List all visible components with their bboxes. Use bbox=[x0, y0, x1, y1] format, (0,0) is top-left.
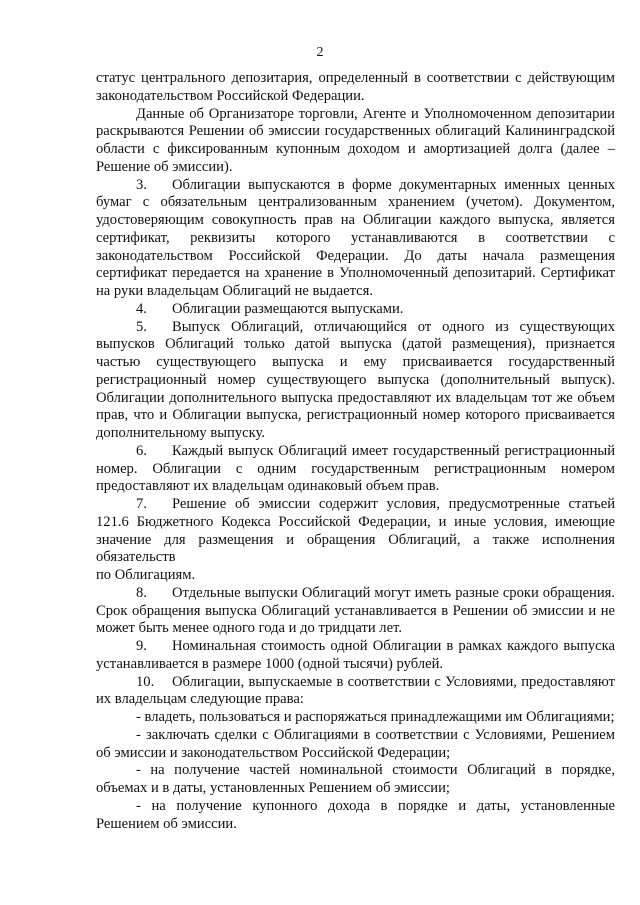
list-item: - владеть, пользоваться и распоряжаться принадлежащими им Облигациями; bbox=[136, 709, 615, 725]
paragraph-number: 5. bbox=[136, 318, 147, 335]
paragraph-number: 10. bbox=[136, 673, 155, 690]
paragraph-text: Облигации выпускаются в форме документарных именных ценных бумаг с обязательным централизованным хранением (учетом). Документом, удостоверяющим совокупность прав на Облигации каждого выпуска, является сертификат, реквизиты которого устанавливаются в соответствии с законодательством Российской Федерации. До даты начала размещения сертификат передается на хранение в Уполномоченный депозитарий. Сертификат на руки владельцам Облигаций не выдается. bbox=[96, 176, 615, 299]
paragraph-number: 9. bbox=[136, 638, 147, 654]
list-item: - на получение купонного дохода в порядке и даты, установленные Решением об эмиссии. bbox=[96, 797, 615, 832]
paragraph-text: Решение об эмиссии содержит условия, предусмотренные статьей 121.6 Бюджетного Кодекса Российской Федерации, и иные условия, имеющие значение для размещения и обращения Облигаций, а также исполнения обязательств bbox=[96, 496, 615, 566]
paragraph-number: 6. bbox=[136, 442, 147, 459]
paragraph: Данные об Организаторе торговли, Агенте и Уполномоченном депозитарии раскрываются Решении об эмиссии государственных облигаций Калининградской области с фиксированным купонным доходом и амортизацией долга (далее – Решение об эмиссии). bbox=[96, 105, 615, 175]
page-number: 2 bbox=[316, 45, 324, 60]
paragraph-number: 3. bbox=[136, 176, 147, 193]
paragraph-text: Отдельные выпуски Облигаций могут иметь разные сроки обращения. Срок обращения выпуска Облигаций устанавливается в Решении об эмиссии и не может быть менее одного года и до тридцати лет. bbox=[96, 584, 615, 637]
numbered-paragraph bbox=[96, 674, 615, 710]
numbered-paragraph bbox=[96, 585, 615, 638]
list-item: - на получение частей номинальной стоимости Облигаций в порядке, объемах и в даты, установленных Решением об эмиссии; bbox=[96, 762, 615, 796]
paragraph-number: 7. bbox=[136, 496, 147, 512]
paragraph-text: Каждый выпуск Облигаций имеет государственный регистрационный номер. Облигации с одним государственным регистрационным номером предоставляют их владельцам одинаковый объем прав. bbox=[96, 442, 615, 495]
paragraph-text: Номинальная стоимость одной Облигации в рамках каждого выпуска устанавливается в размере 1000 (одной тысячи) рублей. bbox=[96, 638, 615, 672]
numbered-paragraph bbox=[96, 496, 615, 567]
paragraph-number: 8. bbox=[136, 584, 147, 601]
numbered-paragraph bbox=[96, 638, 615, 674]
paragraph-text: Выпуск Облигаций, отличающийся от одного из существующих выпусков Облигаций только датой выпуска (датой размещения), признается частью существующего выпуска и ему присваивается государственный регистрационный номер существующего выпуска (дополнительный выпуск). Облигации дополнительного выпуска предоставляют их владельцам тот же объем прав, что и Облигации выпуска, регистрационный номер которого присваивается дополнительному выпуску. bbox=[96, 318, 615, 441]
numbered-paragraph bbox=[96, 443, 615, 496]
paragraph: по Облигациям. bbox=[96, 567, 196, 583]
list-item: - заключать сделки с Облигациями в соответствии с Условиями, Решением об эмиссии и законодательством Российской Федерации; bbox=[96, 726, 615, 761]
paragraph-text: Облигации размещаются выпусками. bbox=[172, 300, 404, 317]
document-body bbox=[96, 70, 615, 833]
paragraph: статус центрального депозитария, определенный в соответствии с действующим законодательством Российской Федерации. bbox=[96, 70, 615, 104]
numbered-paragraph bbox=[96, 301, 615, 319]
numbered-paragraph bbox=[96, 319, 615, 443]
numbered-paragraph bbox=[96, 177, 615, 301]
paragraph-text: Облигации, выпускаемые в соответствии с Условиями, предоставляют их владельцам следующие права: bbox=[96, 673, 615, 708]
paragraph-number: 4. bbox=[136, 300, 147, 317]
